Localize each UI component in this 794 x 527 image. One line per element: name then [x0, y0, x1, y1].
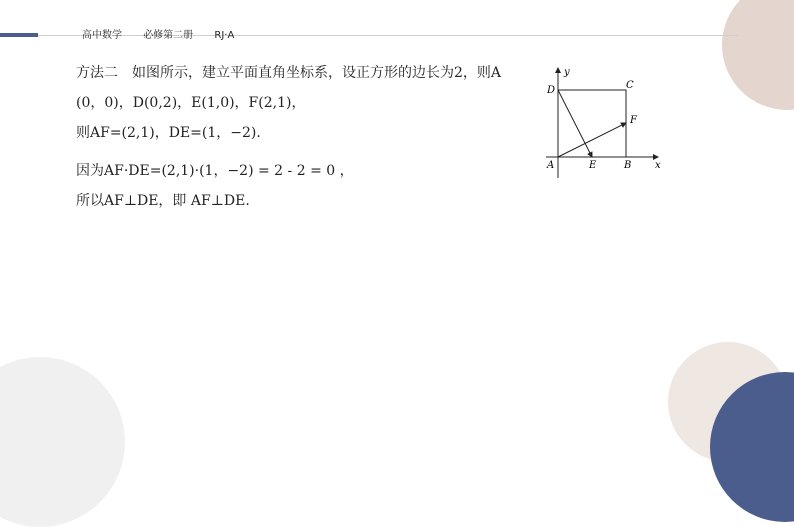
solution-line-3: 则AF=(2,1)，DE=(1，−2). — [76, 125, 261, 141]
square-abcd — [558, 90, 626, 157]
solution-line-5: 所以AF⊥DE，即 AF⊥DE. — [76, 193, 250, 209]
label-y-axis: y — [564, 67, 570, 78]
header — [82, 26, 252, 41]
label-x-axis: x — [655, 160, 661, 171]
header-subject: 高中数学 — [82, 30, 122, 41]
coordinate-diagram — [540, 60, 670, 180]
label-point-f: F — [630, 115, 637, 126]
decorative-circle-bottom-left — [0, 357, 125, 527]
label-point-b: B — [624, 160, 632, 171]
vector-af — [558, 123, 626, 157]
solution-line-4: 因为AF·DE=(2,1)·(1，−2) = 2 - 2 = 0 ， — [76, 163, 354, 179]
header-edition: RJ·A — [214, 30, 235, 41]
label-point-c: C — [626, 80, 634, 91]
vector-de — [558, 90, 592, 157]
header-accent-bar — [0, 33, 38, 37]
solution-line-1: 方法二 如图所示，建立平面直角坐标系，设正方形的边长为2，则A — [76, 65, 502, 81]
label-point-d: D — [547, 85, 556, 96]
solution-line-2: (0，0)，D(0,2)，E(1,0)，F(2,1)， — [76, 95, 306, 111]
header-volume: 必修第二册 — [143, 30, 194, 41]
decorative-circle-top-right — [722, 0, 794, 110]
label-point-a: A — [547, 160, 555, 171]
label-point-e: E — [589, 160, 597, 171]
